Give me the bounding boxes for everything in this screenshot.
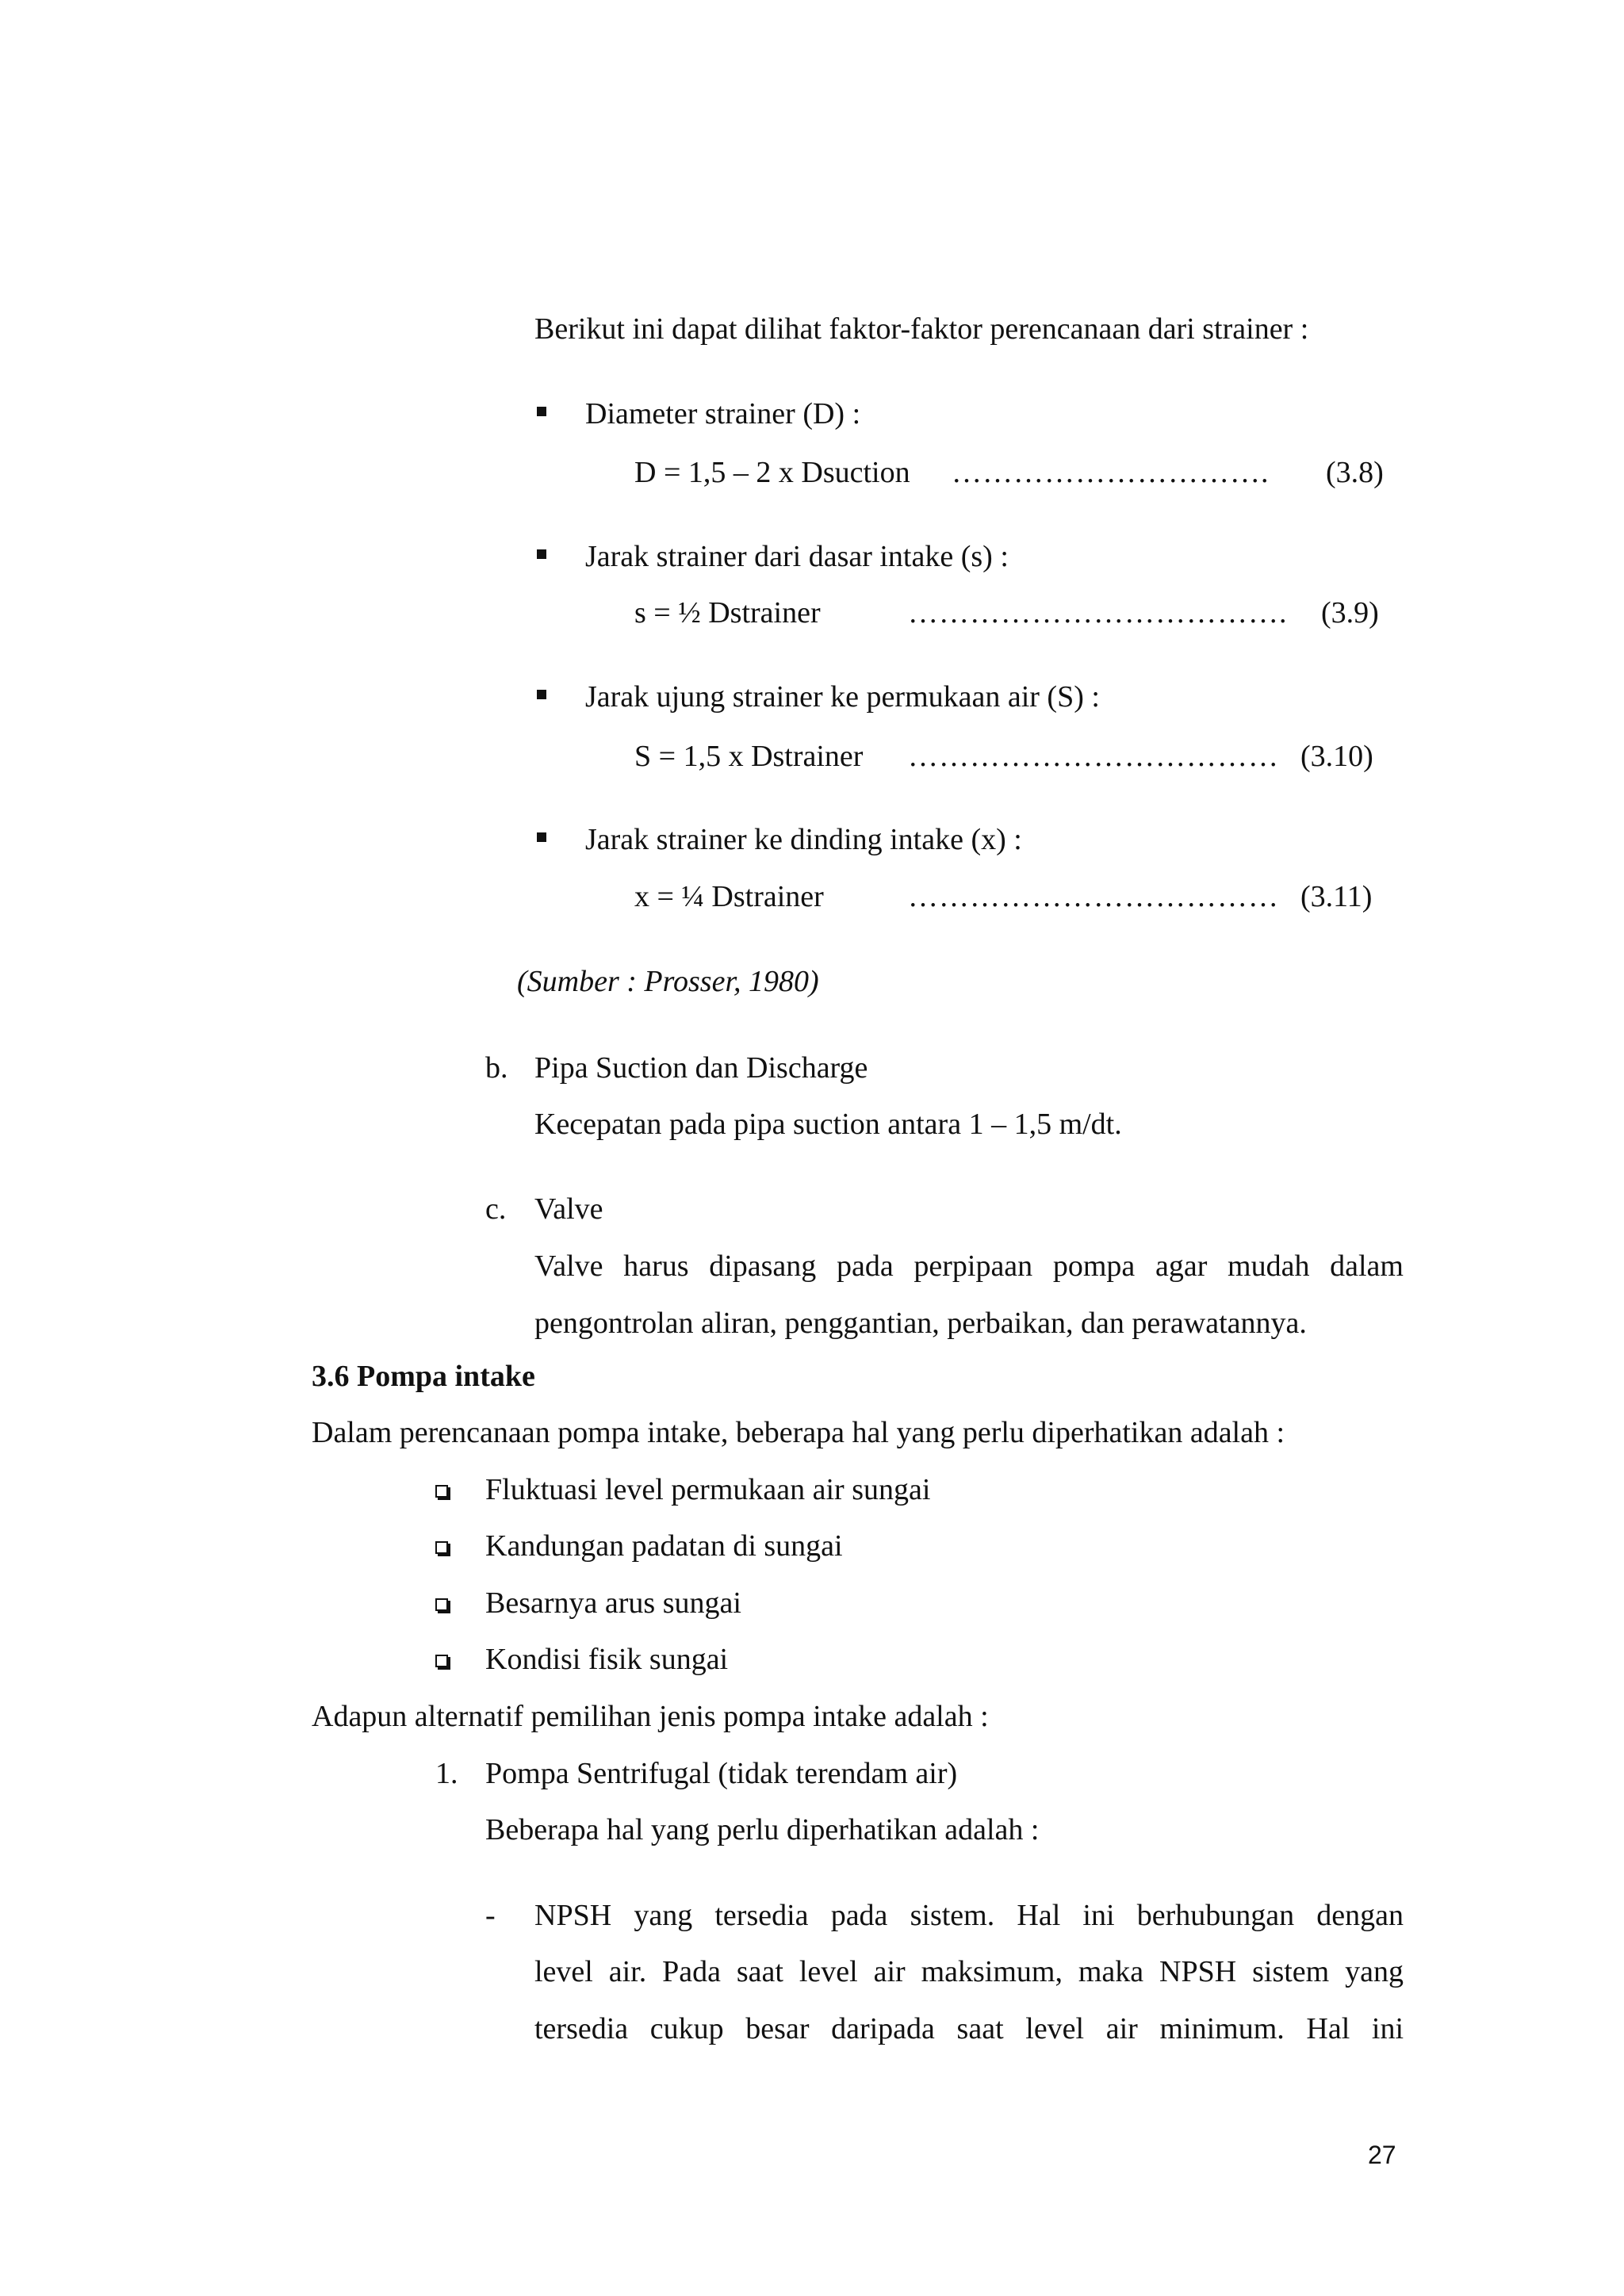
- square-bullet-icon: [537, 549, 546, 559]
- checkbox-bullet-icon: [435, 1655, 448, 1667]
- dash-item-line2: level air. Pada saat level air maksimum, maka NPSH sistem yang: [534, 1955, 1404, 1988]
- equation-formula: S = 1,5 x Dstrainer: [634, 740, 864, 773]
- list-marker: 1.: [435, 1757, 458, 1790]
- page-number: 27: [1368, 2141, 1396, 2169]
- list-marker: b.: [485, 1051, 508, 1085]
- square-bullet-icon: [537, 407, 546, 416]
- strainer-item-label: Diameter strainer (D) :: [585, 397, 861, 430]
- section-heading: 3.6 Pompa intake: [312, 1360, 535, 1393]
- equation-number: (3.8): [1326, 456, 1384, 489]
- alternatives-intro: Adapun alternatif pemilihan jenis pompa intake adalah :: [312, 1700, 989, 1733]
- source-citation: (Sumber : Prosser, 1980): [517, 965, 819, 998]
- intro-text: Berikut ini dapat dilihat faktor-faktor perencanaan dari strainer :: [534, 312, 1309, 346]
- dash-item-line3: tersedia cukup besar daripada saat level air minimum. Hal ini: [534, 2012, 1404, 2045]
- strainer-item-label: Jarak strainer ke dinding intake (x) :: [585, 823, 1022, 856]
- checkbox-bullet-icon: [435, 1541, 448, 1554]
- equation-leader-dots: ……………………………….: [908, 596, 1288, 629]
- item-b-title: Pipa Suction dan Discharge: [534, 1051, 868, 1085]
- numbered-item-title: Pompa Sentrifugal (tidak terendam air): [485, 1757, 958, 1790]
- item-b-text: Kecepatan pada pipa suction antara 1 – 1,5 m/dt.: [534, 1108, 1122, 1141]
- equation-number: (3.11): [1300, 880, 1373, 913]
- equation-leader-dots: ………………………….: [952, 456, 1270, 489]
- strainer-item-label: Jarak strainer dari dasar intake (s) :: [585, 540, 1009, 573]
- equation-number: (3.10): [1300, 740, 1373, 773]
- equation-leader-dots: ………………………………: [908, 880, 1279, 913]
- checkbox-bullet-icon: [435, 1485, 448, 1498]
- checkbox-bullet-icon: [435, 1598, 448, 1611]
- checklist-item: Kandungan padatan di sungai: [485, 1529, 843, 1563]
- equation-number: (3.9): [1321, 596, 1379, 629]
- square-bullet-icon: [537, 832, 546, 842]
- list-marker: -: [485, 1899, 496, 1932]
- equation-formula: s = ½ Dstrainer: [634, 596, 821, 629]
- checklist-item: Fluktuasi level permukaan air sungai: [485, 1473, 931, 1506]
- checklist-item: Kondisi fisik sungai: [485, 1643, 729, 1676]
- equation-formula: x = ¼ Dstrainer: [634, 880, 824, 913]
- numbered-item-sub: Beberapa hal yang perlu diperhatikan adalah :: [485, 1813, 1040, 1846]
- strainer-item-label: Jarak ujung strainer ke permukaan air (S) :: [585, 680, 1100, 714]
- section-intro: Dalam perencanaan pompa intake, beberapa hal yang perlu diperhatikan adalah :: [312, 1416, 1285, 1449]
- item-c-text-line1: Valve harus dipasang pada perpipaan pompa agar mudah dalam: [534, 1249, 1404, 1283]
- list-marker: c.: [485, 1192, 507, 1226]
- item-c-title: Valve: [534, 1192, 603, 1226]
- equation-leader-dots: ………………………………: [908, 740, 1279, 773]
- equation-formula: D = 1,5 – 2 x Dsuction: [634, 456, 910, 489]
- checklist-item: Besarnya arus sungai: [485, 1586, 741, 1620]
- item-c-text-line2: pengontrolan aliran, penggantian, perbaikan, dan perawatannya.: [534, 1307, 1307, 1340]
- square-bullet-icon: [537, 690, 546, 699]
- dash-item-line1: NPSH yang tersedia pada sistem. Hal ini berhubungan dengan: [534, 1899, 1404, 1932]
